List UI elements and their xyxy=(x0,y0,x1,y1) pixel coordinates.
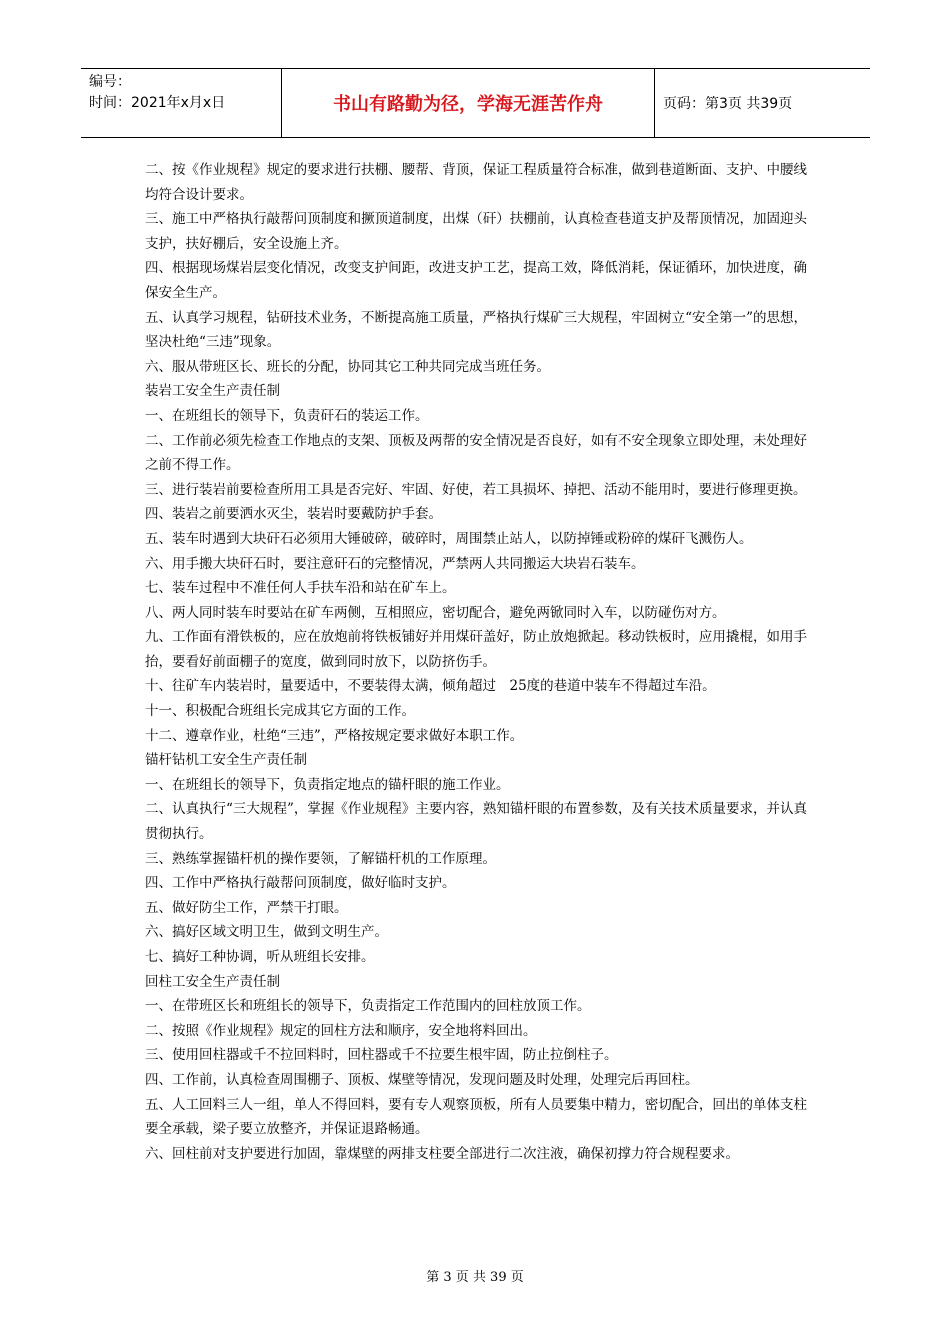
paragraph: 三、施工中严格执行敲帮问顶制度和撅顶道制度，出煤（矸）扶棚前，认真检查巷道支护及帮顶情况，加固迎头支护，扶好棚后，安全设施上齐。 xyxy=(145,211,807,252)
paragraph: 六、回柱前对支护要进行加固，靠煤壁的两排支柱要全部进行二次注液，确保初撑力符合规程要求。 xyxy=(145,1145,739,1162)
paragraph: 二、按照《作业规程》规定的回柱方法和顺序，安全地将料回出。 xyxy=(145,1022,537,1039)
paragraph: 一、在班组长的领导下，负责指定地点的锚杆眼的施工作业。 xyxy=(145,776,510,793)
document-body xyxy=(145,158,807,1166)
paragraph: 十、往矿车内装岩时，量要适中，不要装得太满，倾角超过 25度的巷道中装车不得超过车沿。 xyxy=(145,678,716,695)
paragraph: 三、进行装岩前要检查所用工具是否完好、牢固、好使，若工具损坏、掉把、活动不能用时，要进行修理更换。 xyxy=(145,481,807,498)
paragraph: 三、使用回柱器或千不拉回料时，回柱器或千不拉要生根牢固，防止拉倒柱子。 xyxy=(145,1047,618,1064)
paragraph: 一、在带班区长和班组长的领导下，负责指定工作范围内的回柱放顶工作。 xyxy=(145,998,591,1015)
number-label: 编号： xyxy=(89,74,131,90)
paragraph: 七、装车过程中不准任何人手扶车沿和站在矿车上。 xyxy=(145,580,456,597)
paragraph: 十一、积极配合班组长完成其它方面的工作。 xyxy=(145,703,415,720)
paragraph: 锚杆钻机工安全生产责任制 xyxy=(145,752,307,769)
paragraph: 八、两人同时装车时要站在矿车两侧，互相照应，密切配合，避免两锨同时入车，以防碰伤对方。 xyxy=(145,604,726,621)
header-table xyxy=(81,68,870,138)
paragraph: 五、人工回料三人一组，单人不得回料，要有专人观察顶板，所有人员要集中精力，密切配合，回出的单体支柱要全承载，梁子要立放整齐，并保证退路畅通。 xyxy=(145,1096,807,1138)
paragraph: 二、按《作业规程》规定的要求进行扶棚、腰帮、背顶，保证工程质量符合标准，做到巷道断面、支护、中腰线均符合设计要求。 xyxy=(145,162,807,203)
paragraph: 十二、遵章作业，杜绝“三违”，严格按规定要求做好本职工作。 xyxy=(145,727,524,744)
paragraph: 五、做好防尘工作，严禁干打眼。 xyxy=(145,899,348,916)
paragraph: 九、工作面有滑铁板的，应在放炮前将铁板铺好并用煤矸盖好，防止放炮掀起。移动铁板时，应用撬棍，如用手抬，要看好前面棚子的宽度，做到同时放下，以防挤伤手。 xyxy=(145,629,807,670)
paragraph: 六、搞好区域文明卫生，做到文明生产。 xyxy=(145,924,388,941)
motto: 书山有路勤为径，学海无涯苦作舟 xyxy=(282,69,655,137)
paragraph: 四、根据现场煤岩层变化情况，改变支护间距，改进支护工艺，提高工效，降低消耗，保证循环，加快进度，确保安全生产。 xyxy=(145,260,807,301)
paragraph: 二、工作前必须先检查工作地点的支架、顶板及两帮的安全情况是否良好，如有不安全现象立即处理，未处理好之前不得工作。 xyxy=(145,432,807,474)
page-info: 页码：第3页 共39页 xyxy=(663,96,793,112)
paragraph: 三、熟练掌握锚杆机的操作要领，了解锚杆机的工作原理。 xyxy=(145,850,496,867)
paragraph: 四、装岩之前要洒水灭尘，装岩时要戴防护手套。 xyxy=(145,506,442,523)
paragraph: 四、工作中严格执行敲帮问顶制度，做好临时支护。 xyxy=(145,875,456,892)
paragraph: 装岩工安全生产责任制 xyxy=(145,383,280,400)
paragraph: 六、用手搬大块矸石时，要注意矸石的完整情况，严禁两人共同搬运大块岩石装车。 xyxy=(145,555,645,572)
paragraph: 四、工作前，认真检查周围棚子、顶板、煤壁等情况，发现问题及时处理，处理完后再回柱。 xyxy=(145,1071,699,1088)
paragraph: 六、服从带班区长、班长的分配，协同其它工种共同完成当班任务。 xyxy=(145,358,550,375)
paragraph: 七、搞好工种协调，听从班组长安排。 xyxy=(145,949,375,965)
paragraph: 二、认真执行“三大规程”，掌握《作业规程》主要内容，熟知锚杆眼的布置参数，及有关技术质量要求，并认真贯彻执行。 xyxy=(145,801,807,843)
page-footer: 第 3 页 共 39 页 xyxy=(426,1270,524,1285)
header-left-cell xyxy=(81,69,282,137)
paragraph: 一、在班组长的领导下，负责矸石的装运工作。 xyxy=(145,407,429,424)
paragraph: 五、认真学习规程，钻研技术业务，不断提高施工质量，严格执行煤矿三大规程，牢固树立“安全第一”的思想，坚决杜绝“三违”现象。 xyxy=(145,309,807,351)
paragraph: 回柱工安全生产责任制 xyxy=(145,973,280,990)
date-label: 时间：2021年x月x日 xyxy=(89,95,226,111)
paragraph: 五、装车时遇到大块矸石必须用大锤破碎，破碎时，周围禁止站人，以防掉锤或粉碎的煤矸飞溅伤人。 xyxy=(145,530,753,547)
